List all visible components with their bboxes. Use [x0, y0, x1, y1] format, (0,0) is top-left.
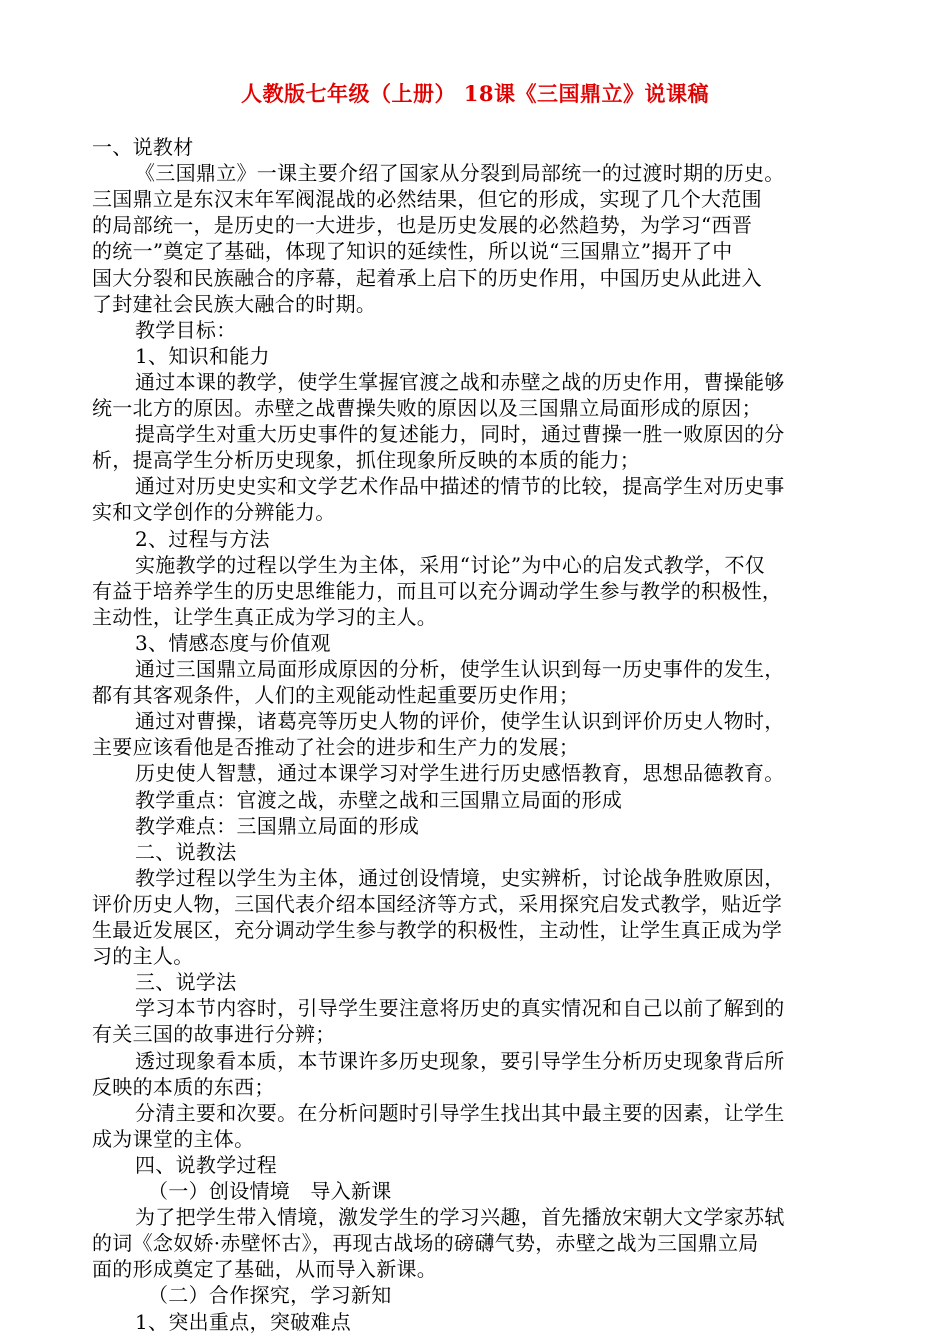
text-line: 教学过程以学生为主体，通过创设情境，史实辨析，讨论战争胜败原因，	[135, 865, 785, 890]
text-line: 教学目标：	[135, 317, 237, 342]
text-line: 评价历史人物，三国代表介绍本国经济等方式，采用探究启发式教学，贴近学	[92, 891, 783, 916]
text-line: 通过本课的教学，使学生掌握官渡之战和赤壁之战的历史作用，曹操能够	[135, 369, 785, 394]
text-line: 通过对曹操，诸葛亮等历史人物的评价，使学生认识到评价历史人物时，	[135, 709, 785, 734]
text-line: 析，提高学生分析历史现象，抓住现象所反映的本质的能力；	[92, 448, 641, 473]
text-line: 主动性，让学生真正成为学习的主人。	[92, 604, 438, 629]
text-line: 3、情感态度与价值观	[135, 630, 331, 655]
text-line: 分清主要和次要。在分析问题时引导学生找出其中最主要的因素，让学生	[135, 1100, 785, 1125]
text-line: 了封建社会民族大融合的时期。	[92, 291, 377, 316]
text-line: 国大分裂和民族融合的序幕，起着承上启下的历史作用，中国历史从此进入	[92, 265, 762, 290]
text-line: 1、突出重点，突破难点	[135, 1309, 352, 1334]
text-line: 1、知识和能力	[135, 343, 270, 368]
text-line: 一、说教材	[92, 135, 194, 159]
text-line: 的局部统一，是历史的一大进步，也是历史发展的必然趋势，为学习“西晋	[92, 213, 753, 238]
text-line: 二、说教法	[135, 839, 237, 864]
text-line: 有关三国的故事进行分辨；	[92, 1022, 336, 1047]
text-line: 的统一”奠定了基础，体现了知识的延续性，所以说“三国鼎立”揭开了中	[92, 239, 733, 264]
text-line: （二）合作探究，学习新知	[148, 1283, 392, 1308]
text-line: 三、说学法	[135, 970, 237, 995]
text-line: 《三国鼎立》一课主要介绍了国家从分裂到局部统一的过渡时期的历史。	[135, 161, 785, 186]
text-line: 教学重点：官渡之战，赤壁之战和三国鼎立局面的形成	[135, 787, 623, 812]
text-line: 主要应该看他是否推动了社会的进步和生产力的发展；	[92, 735, 580, 760]
text-line: 通过对历史史实和文学艺术作品中描述的情节的比较，提高学生对历史事	[135, 474, 785, 499]
text-line: 生最近发展区，充分调动学生参与教学的积极性，主动性，让学生真正成为学	[92, 918, 783, 942]
text-line: （一）创设情境 导入新课	[148, 1179, 392, 1203]
text-line: 的词《念奴娇·赤壁怀古》，再现古战场的磅礴气势，赤壁之战为三国鼎立局	[92, 1231, 759, 1256]
document-title: 人教版七年级（上册） 18课《三国鼎立》说课稿	[240, 81, 710, 106]
text-line: 有益于培养学生的历史思维能力，而且可以充分调动学生参与教学的积极性，	[92, 578, 783, 603]
text-line: 2、过程与方法	[135, 526, 270, 551]
text-line: 历史使人智慧，通过本课学习对学生进行历史感悟教育，思想品德教育。	[135, 761, 785, 786]
text-line: 提高学生对重大历史事件的复述能力，同时，通过曹操一胜一败原因的分	[135, 422, 785, 447]
text-line: 成为课堂的主体。	[92, 1126, 255, 1151]
text-line: 为了把学生带入情境，激发学生的学习兴趣，首先播放宋朝大文学家苏轼	[135, 1205, 785, 1230]
text-line: 习的主人。	[92, 944, 194, 969]
text-line: 实和文学创作的分辨能力。	[92, 500, 336, 525]
text-line: 统一北方的原因。赤壁之战曹操失败的原因以及三国鼎立局面形成的原因；	[92, 396, 762, 420]
text-line: 三国鼎立是东汉末年军阀混战的必然结果，但它的形成，实现了几个大范围	[92, 187, 762, 212]
text-line: 实施教学的过程以学生为主体，采用“讨论”为中心的启发式教学，不仅	[135, 552, 766, 577]
text-line: 都有其客观条件，人们的主观能动性起重要历史作用；	[92, 683, 580, 708]
text-line: 教学难点：三国鼎立局面的形成	[135, 813, 420, 838]
text-line: 反映的本质的东西；	[92, 1074, 275, 1099]
text-line: 四、说教学过程	[135, 1152, 278, 1177]
text-line: 通过三国鼎立局面形成原因的分析，使学生认识到每一历史事件的发生，	[135, 657, 785, 681]
text-line: 学习本节内容时，引导学生要注意将历史的真实情况和自己以前了解到的	[135, 996, 785, 1021]
text-line: 透过现象看本质，本节课许多历史现象，要引导学生分析历史现象背后所	[135, 1048, 785, 1073]
text-line: 面的形成奠定了基础，从而导入新课。	[92, 1257, 438, 1282]
